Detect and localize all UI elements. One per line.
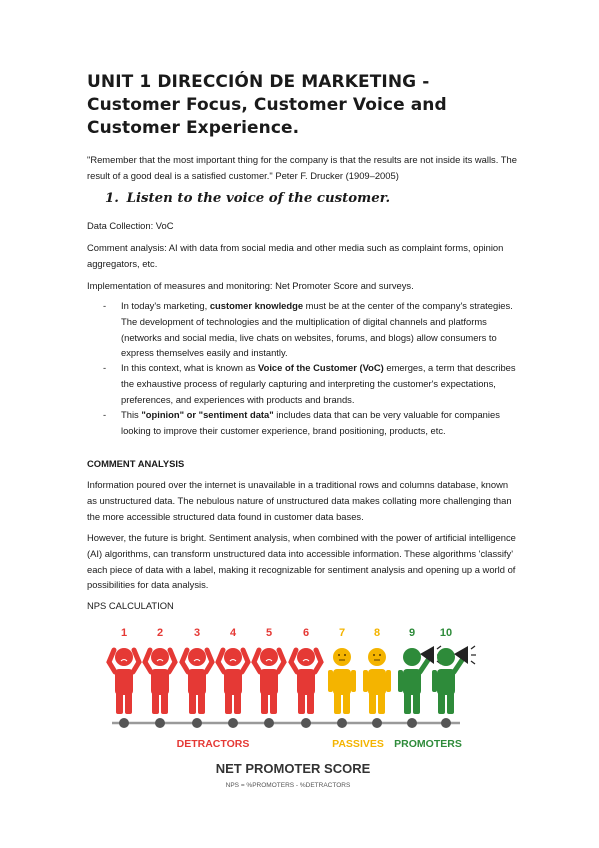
- figure-head: [333, 648, 351, 666]
- figure-leg: [125, 692, 132, 714]
- figure-head: [224, 648, 242, 666]
- sound-wave-icon: [471, 661, 475, 664]
- figure-body: [260, 669, 278, 695]
- figure-leg: [234, 692, 241, 714]
- implementation-line: Implementation of measures and monitoring: Net Promoter Score and surveys.: [87, 280, 414, 291]
- figure-arm: [145, 650, 151, 672]
- figure-arm: [363, 670, 368, 692]
- nps-score-figure: [254, 627, 284, 714]
- nps-scale-node: [407, 718, 417, 728]
- bullet-text-end: emerges, a term that describes the exhaustive process of regularly capturing and interpreting the customer's expectations, preferences, and experiences with products and brands.: [121, 362, 516, 405]
- figure-arm: [169, 650, 175, 672]
- figure-body: [297, 669, 315, 695]
- nps-score-number: 2: [156, 627, 164, 639]
- figure-leg: [413, 692, 420, 714]
- figure-body: [151, 669, 169, 695]
- nps-score-number: 9: [408, 627, 416, 639]
- bullet-text-end: must be at the center of the company's strategies. The development of technologies and the multiplication of digital channels and platforms (networks and social media, live chats on websites, forums, and blogs) allow consumers to express themselves easily and instantly.: [121, 300, 513, 359]
- nps-score-number: 10: [439, 627, 453, 639]
- figure-body: [115, 669, 133, 695]
- figure-leg: [438, 692, 445, 714]
- section-number: 1.: [105, 191, 119, 206]
- nps-score-number: 5: [265, 627, 273, 639]
- nps-scale-node: [192, 718, 202, 728]
- nps-score-number: 8: [373, 627, 381, 639]
- figure-leg: [447, 692, 454, 714]
- figure-arm: [242, 650, 248, 672]
- unstructured-data-paragraph: Information poured over the internet is unavailable in a traditional rows and columns database, known as unstructured data. The nebulous nature of unstructured data makes collating more challenging than the more accessible structured data found in customer data bases.: [87, 479, 512, 522]
- eye-icon: [344, 654, 346, 656]
- figure-body: [368, 669, 386, 695]
- nps-title: NET PROMOTER SCORE: [215, 761, 371, 776]
- nps-score-figure: [182, 627, 212, 714]
- nps-score-number: 1: [120, 627, 128, 639]
- figure-arm: [420, 660, 428, 672]
- figure-leg: [152, 692, 159, 714]
- figure-body: [224, 669, 242, 695]
- nps-score-figure: [145, 627, 175, 714]
- figure-leg: [270, 692, 277, 714]
- bullet-emphasis: "opinion" or "sentiment data": [141, 409, 274, 420]
- promoters-label: PROMOTERS: [394, 738, 462, 750]
- figure-leg: [369, 692, 376, 714]
- bullet-dash: -: [103, 409, 107, 420]
- nps-scale-node: [119, 718, 129, 728]
- figure-arm: [386, 670, 391, 692]
- figure-arm: [315, 650, 321, 672]
- data-collection-line: Data Collection: VoC: [87, 220, 174, 231]
- drucker-quote: "Remember that the most important thing for the company is that the results are not inside its walls. The result of a good deal is a satisfied customer." Peter F. Drucker (1909–2005): [87, 154, 517, 181]
- comment-analysis-line: Comment analysis: AI with data from social media and other media such as complaint forms, opinion aggregators, etc.: [87, 242, 504, 269]
- figure-leg: [261, 692, 268, 714]
- nps-score-number: 4: [229, 627, 237, 639]
- figure-leg: [343, 692, 350, 714]
- bullet-text-start: This: [121, 409, 142, 420]
- nps-score-number: 7: [338, 627, 346, 639]
- figure-leg: [225, 692, 232, 714]
- figure-arm: [398, 670, 403, 692]
- figure-arm: [278, 650, 284, 672]
- figure-arm: [351, 670, 356, 692]
- figure-arm: [109, 650, 115, 672]
- page-title: UNIT 1 DIRECCIÓN DE MARKETING - Customer Focus, Customer Voice and Customer Experience.: [87, 72, 447, 138]
- nps-calculation-heading: NPS CALCULATION: [87, 600, 174, 611]
- nps-formula: NPS = %PROMOTERS - %DETRACTORS: [225, 782, 351, 789]
- figure-arm: [254, 650, 260, 672]
- nps-score-figure: [363, 627, 391, 714]
- bullet-text-end: includes data that can be very valuable for companies looking to improve their customer experience, brand positioning, products, etc.: [121, 409, 500, 436]
- sentiment-analysis-paragraph: However, the future is bright. Sentiment analysis, when combined with the power of artificial intelligence (AI) algorithms, can transform unstructured data into accessible information. These algorithms 'classify' each piece of data with a label, making it recognizable for sentiment analysis and opening up a world of possibilities for data analysis.: [87, 532, 516, 591]
- figure-head: [151, 648, 169, 666]
- comment-analysis-heading: COMMENT ANALYSIS: [87, 458, 185, 469]
- eye-icon: [338, 654, 340, 656]
- figure-head: [403, 648, 421, 666]
- nps-figures: [109, 627, 476, 714]
- sound-wave-icon: [471, 646, 475, 649]
- figure-leg: [404, 692, 411, 714]
- nps-score-number: 6: [302, 627, 310, 639]
- figure-head: [188, 648, 206, 666]
- passives-label: PASSIVES: [332, 738, 384, 750]
- section-title: Listen to the voice of the customer.: [126, 191, 391, 206]
- figure-arm: [432, 670, 437, 692]
- nps-score-figure: [432, 627, 476, 714]
- figure-leg: [378, 692, 385, 714]
- figure-arm: [291, 650, 297, 672]
- nps-scale-node: [441, 718, 451, 728]
- figure-leg: [334, 692, 341, 714]
- figure-leg: [189, 692, 196, 714]
- nps-score-figure: [109, 627, 139, 714]
- figure-leg: [307, 692, 314, 714]
- detractors-label: DETRACTORS: [176, 738, 250, 750]
- figure-leg: [116, 692, 123, 714]
- eye-icon: [373, 654, 375, 656]
- figure-arm: [182, 650, 188, 672]
- nps-score-figure: [291, 627, 321, 714]
- figure-arm: [328, 670, 333, 692]
- figure-head: [260, 648, 278, 666]
- figure-arm: [218, 650, 224, 672]
- nps-scale-node: [228, 718, 238, 728]
- nps-score-figure: [328, 627, 356, 714]
- figure-leg: [198, 692, 205, 714]
- nps-score-number: 3: [193, 627, 201, 639]
- eye-icon: [379, 654, 381, 656]
- figure-arm: [206, 650, 212, 672]
- figure-body: [188, 669, 206, 695]
- nps-scale-node: [155, 718, 165, 728]
- bullet-emphasis: customer knowledge: [209, 300, 304, 311]
- nps-score-figure: [218, 627, 248, 714]
- nps-scale-node: [264, 718, 274, 728]
- nps-scale-node: [301, 718, 311, 728]
- nps-scale-node: [337, 718, 347, 728]
- figure-arm: [133, 650, 139, 672]
- figure-head: [115, 648, 133, 666]
- bullet-text-start: In today's marketing,: [121, 300, 210, 311]
- bullet-text-start: In this context, what is known as: [121, 362, 259, 373]
- bullet-dash: -: [103, 362, 107, 373]
- figure-head: [437, 648, 455, 666]
- figure-head: [368, 648, 386, 666]
- figure-head: [297, 648, 315, 666]
- figure-arm: [454, 660, 462, 672]
- bullet-dash: -: [103, 300, 107, 311]
- figure-leg: [298, 692, 305, 714]
- bullet-emphasis: Voice of the Customer (VoC): [258, 362, 384, 373]
- figure-body: [333, 669, 351, 695]
- figure-leg: [161, 692, 168, 714]
- nps-scale-node: [372, 718, 382, 728]
- sound-wave-icon: [437, 646, 441, 649]
